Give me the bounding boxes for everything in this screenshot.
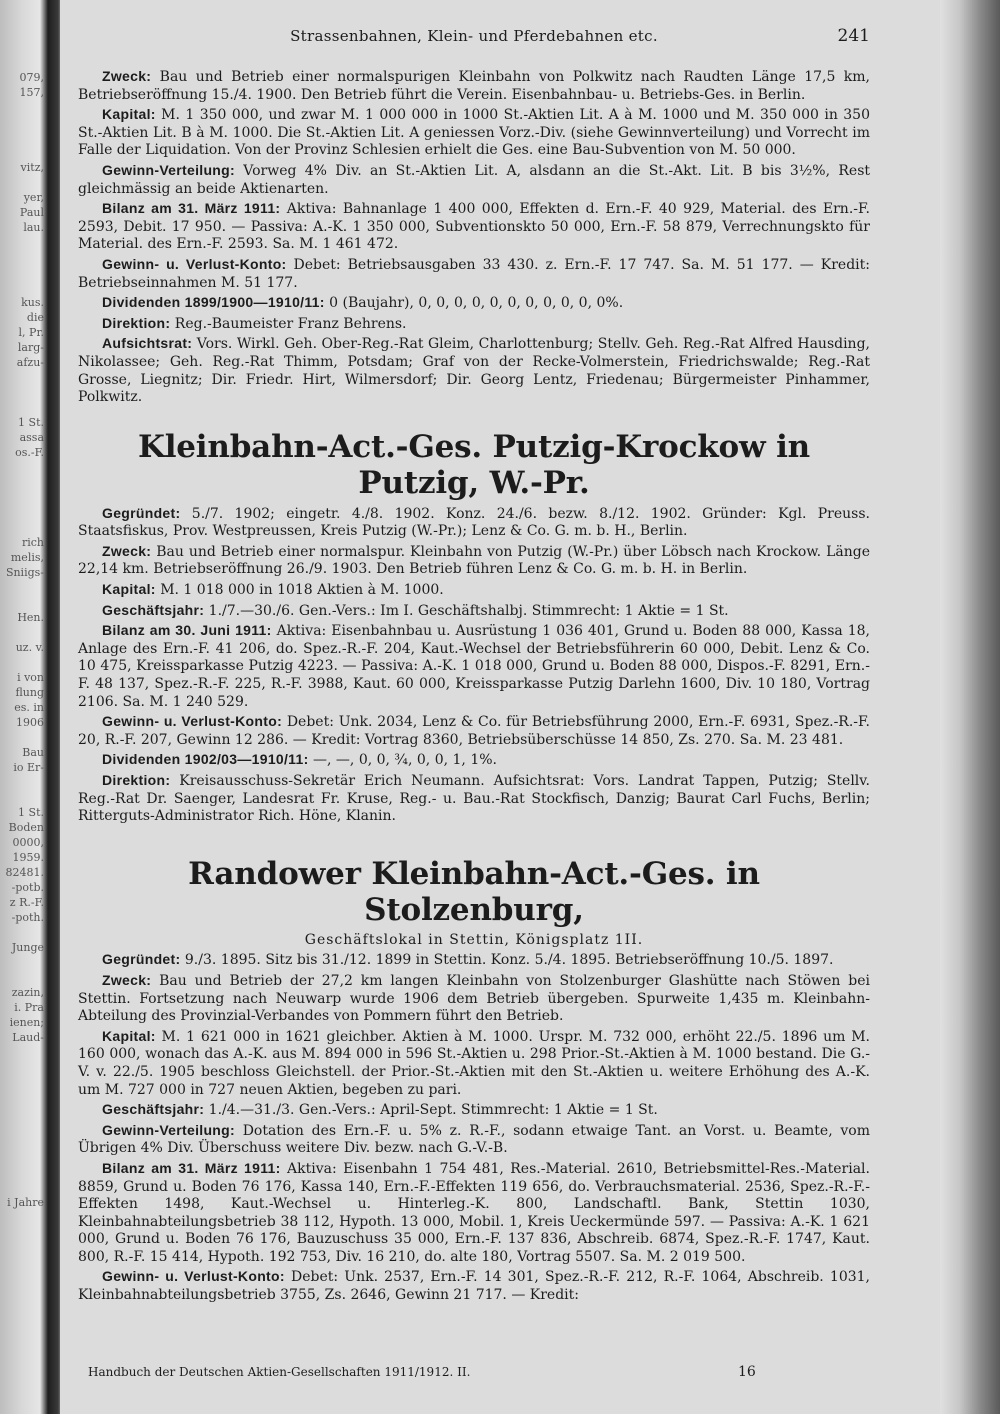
paragraph-key: Kapital: <box>102 1027 156 1044</box>
paragraph: Geschäftsjahr: 1./4.—31./3. Gen.-Vers.: April-Sept. Stimmrecht: 1 Aktie = 1 St. <box>102 1101 658 1119</box>
margin-fragment: kus. <box>21 296 44 309</box>
margin-fragment <box>0 1150 44 1165</box>
margin-fragment <box>0 1090 44 1105</box>
margin-fragment <box>0 115 44 130</box>
margin-fragment <box>0 370 44 385</box>
margin-fragment: die <box>26 311 44 324</box>
paragraph: Bilanz am 30. Juni 1911: Aktiva: Eisenbahnbau u. Ausrüstung 1 036 401, Grund u. Boden 88 000, Kassa 18, Anlage des Ern.-F. 41 206, do. Spez.-R.-F. 204, Kaut.-Wechsel der Betriebsführerin 60 000, Debit. Lenz & Co. 10 475, Kreissparkasse Putzig 4223. — Passiva: A.-K. 1 018 000, Grund u. Boden 88 000, Dispos.-F. 8291, Ern.-F. 48 137, Spez.-R.-F. 225, R.-F. 3988, Kaut. 60 000, Kreissparkasse Putzig Darlehn 1600, Div. 10 180, Vortrag 2106. Sa. M. 1 240 529. <box>78 622 870 710</box>
paragraph-key: Direktion: <box>102 772 171 788</box>
footer-signature: 16 <box>738 1364 756 1380</box>
margin-fragment: Boden <box>8 821 44 834</box>
paragraph-key: Zweck: <box>102 971 152 988</box>
paragraph-key: Gegründet: <box>102 951 181 968</box>
margin-fragment: melis, <box>10 551 44 564</box>
margin-fragment: Junge <box>11 941 44 954</box>
paragraph: Gegründet: 9./3. 1895. Sitz bis 31./12. 1899 in Stettin. Konz. 5./4. 1895. Betriebseröffnung 10./5. 1897. <box>102 951 834 969</box>
margin-fragment <box>0 520 44 535</box>
paragraph-key: Bilanz am 31. März 1911: <box>102 1159 281 1176</box>
paragraph-key: Geschäftsjahr: <box>102 1101 205 1118</box>
margin-fragment: 157, <box>19 86 44 99</box>
paragraph-key: Gewinn-Verteilung: <box>102 161 235 178</box>
paragraph: Kapital: M. 1 350 000, und zwar M. 1 000 000 in 1000 St.-Aktien Lit. A à M. 1000 und M. 350 000 in 350 St.-Aktien Lit. B à M. 1000. Die St.-Aktien Lit. A geniessen Vorz.-Div. (siehe Gewinnverteilung) und Vorrecht im Falle der Liquidation. Von der Provinz Schlesien erhielt die Ges. eine Bau-Subvention von M. 50 000. <box>78 106 870 159</box>
margin-fragment: 1 St. <box>18 416 44 429</box>
margin-fragment <box>0 790 44 805</box>
margin-fragment <box>0 1105 44 1120</box>
margin-fragment <box>0 265 44 280</box>
paragraph-key: Direktion: <box>102 314 171 331</box>
paragraph: Gewinn-Verteilung: Dotation des Ern.-F. u. 5% z. R.-F., sodann etwaige Tant. an Vorst. u. Beamte, vom Übrigen 4% Div. Überschuss weitere Div. bezw. nach G.-V.-B. <box>78 1121 870 1157</box>
margin-fragment <box>0 1165 44 1180</box>
paragraph-key: Zweck: <box>102 68 152 84</box>
margin-fragment: larg- <box>17 341 44 354</box>
margin-fragment: lau. <box>23 221 44 234</box>
running-head <box>78 28 870 50</box>
entry-subtitle-randower: Geschäftslokal in Stettin, Königsplatz 1II. <box>304 931 644 948</box>
paragraph-key: Gewinn-Verteilung: <box>102 1121 235 1138</box>
paragraph: Gewinn-Verteilung: Vorweg 4% Div. an St.-Aktien Lit. A, alsdann an die St.-Akt. Lit. B bis 3½%, Rest gleichmässig an beide Aktienarten. <box>78 161 870 197</box>
paragraph: Direktion: Reg.-Baumeister Franz Behrens. <box>102 314 407 332</box>
margin-fragment: Hen. <box>17 611 44 624</box>
margin-fragment <box>0 475 44 490</box>
margin-fragment <box>0 280 44 295</box>
margin-fragment <box>0 580 44 595</box>
paragraph-key: Geschäftsjahr: <box>102 601 205 618</box>
margin-fragment: assa <box>19 431 44 444</box>
paragraph: Kapital: M. 1 621 000 in 1621 gleichber. Aktien à M. 1000. Urspr. M. 732 000, erhöht 22./5. 1896 um M. 160 000, wonach das A.-K. aus M. 894 000 in 596 St.-Aktien u. 298 Prior.-St.-Aktien à M. 1000 bestand. Die G.-V. v. 22./5. 1905 beschloss Gleichstell. der Prior.-St.-Aktien mit den St.-Aktien u. weitere Erhöhung des A.-K. um M. 727 000 in 727 neuen Aktien, begeben zu pari. <box>78 1027 870 1098</box>
entry-title-randower: Randower Kleinbahn-Act.-Ges. in Stolzenburg, <box>188 855 760 928</box>
paragraph: Gewinn- u. Verlust-Konto: Debet: Unk. 2537, Ern.-F. 14 301, Spez.-R.-F. 212, R.-F. 1064, Abschreib. 1031, Kleinbahnabteilungsbetrieb 3755, Zs. 2646, Gewinn 21 717. — Kredit: <box>78 1268 870 1304</box>
margin-fragment: 1959. <box>12 851 44 864</box>
entry-putzig <box>78 505 870 826</box>
margin-fragment: 0000, <box>12 836 44 849</box>
paragraph: Aufsichtsrat: Vors. Wirkl. Geh. Ober-Reg.-Rat Gleim, Charlottenburg; Stellv. Geh. Reg.-Rat Alfred Hausding, Nikolassee; Geh. Reg.-Rat Thimm, Potsdam; Graf von der Recke-Volmerstein, Friedrichswalde; Reg.-Rat Grosse, Liegnitz; Dir. Friedr. Hirt, Wilmersdorf; Dir. Georg Lentz, Friedenau; Bürgermeister Pinhammer, Polkwitz. <box>78 335 870 406</box>
margin-fragment: 1 St. <box>18 806 44 819</box>
paragraph-key: Dividenden 1899/1900—1910/11: <box>102 294 325 311</box>
paragraph-key: Dividenden 1902/03—1910/11: <box>102 751 309 768</box>
scan-right-edge <box>940 0 1000 1414</box>
margin-fragment <box>0 505 44 520</box>
margin-fragment: Laud- <box>12 1031 44 1044</box>
paragraph-key: Gewinn- u. Verlust-Konto: <box>102 713 283 730</box>
entry-polkwitz <box>78 68 870 407</box>
margin-fragment: uz. v. <box>15 641 44 654</box>
paragraph: Zweck: Bau und Betrieb der 27,2 km langen Kleinbahn von Stolzenburger Glashütte nach Stöwen bei Stettin. Fortsetzung nach Neuwarp wurde 1906 dem Betrieb übergeben. Spurweite 1,435 m. Kleinbahn-Abteilung des Provinzial-Verbandes von Pommern führt den Betrieb. <box>78 971 870 1025</box>
margin-fragment: Paul <box>19 206 44 219</box>
paragraph: Direktion: Kreisausschuss-Sekretär Erich Neumann. Aufsichtsrat: Vors. Landrat Tappen, Putzig; Stellv. Reg.-Rat Dr. Saenger, Landesrat Fr. Kruse, Reg.- u. Bau.-Rat Stockfisch, Danzig; Baurat Carl Fuchs, Berlin; Ritterguts-Administrator Rich. Höne, Klanin. <box>78 772 870 825</box>
margin-fragment: Sniigs- <box>5 566 44 579</box>
margin-fragment <box>0 145 44 160</box>
margin-fragment: flung <box>15 686 44 699</box>
margin-fragment: 1906 <box>16 716 44 729</box>
margin-fragment: afzu- <box>16 356 44 369</box>
paragraph-key: Gewinn- u. Verlust-Konto: <box>102 1268 285 1285</box>
margin-fragment <box>0 100 44 115</box>
margin-fragment <box>0 1135 44 1150</box>
paragraph: Bilanz am 31. März 1911: Aktiva: Bahnanlage 1 400 000, Effekten d. Ern.-F. 40 929, Material. des Ern.-F. 2593, Debit. 17 950. — Passiva: A.-K. 1 350 000, Subventionskto 50 000, Ern.-F. 58 879, Verrechnungskto für Material. des Ern.-F. 2593. Sa. M. 1 461 472. <box>78 200 870 253</box>
margin-fragment: io Er- <box>13 761 44 774</box>
margin-fragment: i von <box>17 671 44 684</box>
entry-title-putzig: Kleinbahn-Act.-Ges. Putzig-Krockow in Putzig, W.-Pr. <box>137 428 811 501</box>
margin-fragment <box>0 595 44 610</box>
page-number: 241 <box>837 26 870 46</box>
paragraph: Dividenden 1899/1900—1910/11: 0 (Baujahr), 0, 0, 0, 0, 0, 0, 0, 0, 0, 0, 0%. <box>102 294 624 312</box>
margin-fragment <box>0 1060 44 1075</box>
margin-fragment <box>0 1120 44 1135</box>
paragraph-key: Bilanz am 31. März 1911: <box>102 200 281 217</box>
margin-fragment: l, Pr. <box>18 326 44 339</box>
margin-fragment: os.-F. <box>15 446 44 459</box>
paragraph: Zweck: Bau und Betrieb einer normalspurigen Kleinbahn von Polkwitz nach Raudten Länge 17,5 km, Betriebseröffnung 15./4. 1900. Den Betrieb führt die Verein. Eisenbahnbau- u. Betriebs-Ges. in Berlin. <box>78 68 870 103</box>
margin-fragment: i. Pra <box>14 1001 44 1014</box>
paragraph-key: Kapital: <box>102 581 156 598</box>
paragraph-key: Bilanz am 30. Juni 1911: <box>102 622 272 639</box>
margin-fragment: z R.-F. <box>9 896 44 909</box>
paragraph: Dividenden 1902/03—1910/11: —, —, 0, 0, ¾, 0, 0, 1, 1%. <box>102 751 497 769</box>
margin-fragment: es. in <box>14 701 44 714</box>
margin-fragment <box>0 235 44 250</box>
footer-publication: Handbuch der Deutschen Aktien-Gesellschaften 1911/1912. II. <box>88 1365 471 1379</box>
paragraph-key: Aufsichtsrat: <box>102 335 193 352</box>
margin-fragment <box>0 250 44 265</box>
paragraph-key: Zweck: <box>102 542 152 559</box>
margin-fragment <box>0 655 44 670</box>
previous-page-margin <box>0 70 44 1270</box>
paragraph: Gewinn- u. Verlust-Konto: Debet: Betriebsausgaben 33 430. z. Ern.-F. 17 747. Sa. M. 51 177. — Kredit: Betriebseinnahmen M. 51 177. <box>78 255 870 291</box>
margin-fragment: vitz, <box>20 161 44 174</box>
margin-fragment <box>0 1075 44 1090</box>
margin-fragment: zazin, <box>11 986 44 999</box>
paragraph: Gewinn- u. Verlust-Konto: Debet: Unk. 2034, Lenz & Co. für Betriebsführung 2000, Ern.-F. 6931, Spez.-R.-F. 20, R.-F. 207, Gewinn 12 286. — Kredit: Vortrag 8360, Betriebsüberschüsse 14 850, Zs. 270. Sa. M. 23 481. <box>78 713 870 748</box>
paragraph-key: Gewinn- u. Verlust-Konto: <box>102 255 287 272</box>
margin-fragment: -poth. <box>11 911 44 924</box>
margin-fragment: Bau <box>22 746 44 759</box>
margin-fragment <box>0 385 44 400</box>
margin-fragment <box>0 1045 44 1060</box>
margin-fragment: -potb. <box>11 881 44 894</box>
margin-fragment: ienen; <box>9 1016 44 1029</box>
margin-fragment <box>0 925 44 940</box>
paragraph: Zweck: Bau und Betrieb einer normalspur. Kleinbahn von Putzig (W.-Pr.) über Löbsch nach Krockow. Länge 22,14 km. Betriebseröffnung 26./9. 1903. Den Betrieb führen Lenz & Co. G. m. b. H. in Berlin. <box>78 542 870 578</box>
paragraph: Geschäftsjahr: 1./7.—30./6. Gen.-Vers.: Im I. Geschäftshalbj. Stimmrecht: 1 Aktie = 1 St. <box>102 601 729 619</box>
margin-fragment: rich <box>21 536 44 549</box>
margin-fragment <box>0 130 44 145</box>
margin-fragment <box>0 400 44 415</box>
paragraph: Bilanz am 31. März 1911: Aktiva: Eisenbahn 1 754 481, Res.-Material. 2610, Betriebsmittel-Res.-Material. 8859, Grund u. Boden 76 176, Kassa 140, Ern.-F.-Effekten 119 656, do. Verbrauchsmaterial. 2536, Spez.-R.-F.-Effekten 1498, Kaut.-Wechsel u. Hinterleg.-K. 800, Landschaftl. Bank, Stettin 1030, Kleinbahnabteilungsbetrieb 38 112, Hypoth. 13 000, Mobil. 1, Kreis Ueckermünde 597. — Passiva: A.-K. 1 621 000, Grund u. Boden 76 176, Bauzuschuss 35 000, Ern.-F. 137 836, Abschreib. 6874, Spez.-R.-F. 1747, Kaut. 800, R.-F. 15 414, Hypoth. 192 753, Div. 16 210, do. alte 180, Vortrag 5507. Sa. M. 2 019 500. <box>78 1159 870 1265</box>
running-head-title: Strassenbahnen, Klein- und Pferdebahnen etc. <box>290 27 658 45</box>
margin-fragment: 82481. <box>5 866 44 879</box>
paragraph: Kapital: M. 1 018 000 in 1018 Aktien à M. 1000. <box>102 581 444 599</box>
margin-fragment <box>0 1180 44 1195</box>
margin-fragment <box>0 490 44 505</box>
margin-fragment: yer, <box>23 191 44 204</box>
margin-fragment <box>0 175 44 190</box>
book-page <box>78 28 870 1388</box>
margin-fragment <box>0 970 44 985</box>
paragraph-key: Kapital: <box>102 106 156 123</box>
margin-fragment <box>0 730 44 745</box>
margin-fragment <box>0 775 44 790</box>
margin-fragment <box>0 460 44 475</box>
entry-randower <box>78 951 870 1304</box>
margin-fragment <box>0 955 44 970</box>
paragraph-key: Gegründet: <box>102 504 181 521</box>
margin-fragment: i Jahre <box>7 1196 44 1209</box>
margin-fragment: 079, <box>19 71 44 84</box>
margin-fragment <box>0 625 44 640</box>
paragraph: Gegründet: 5./7. 1902; eingetr. 4./8. 1902. Konz. 24./6. bezw. 8./12. 1902. Gründer: Kgl. Preuss. Staatsfiskus, Prov. Westpreussen, Kreis Putzig (W.-Pr.); Lenz & Co. G. m. b. H., Berlin. <box>78 504 870 540</box>
